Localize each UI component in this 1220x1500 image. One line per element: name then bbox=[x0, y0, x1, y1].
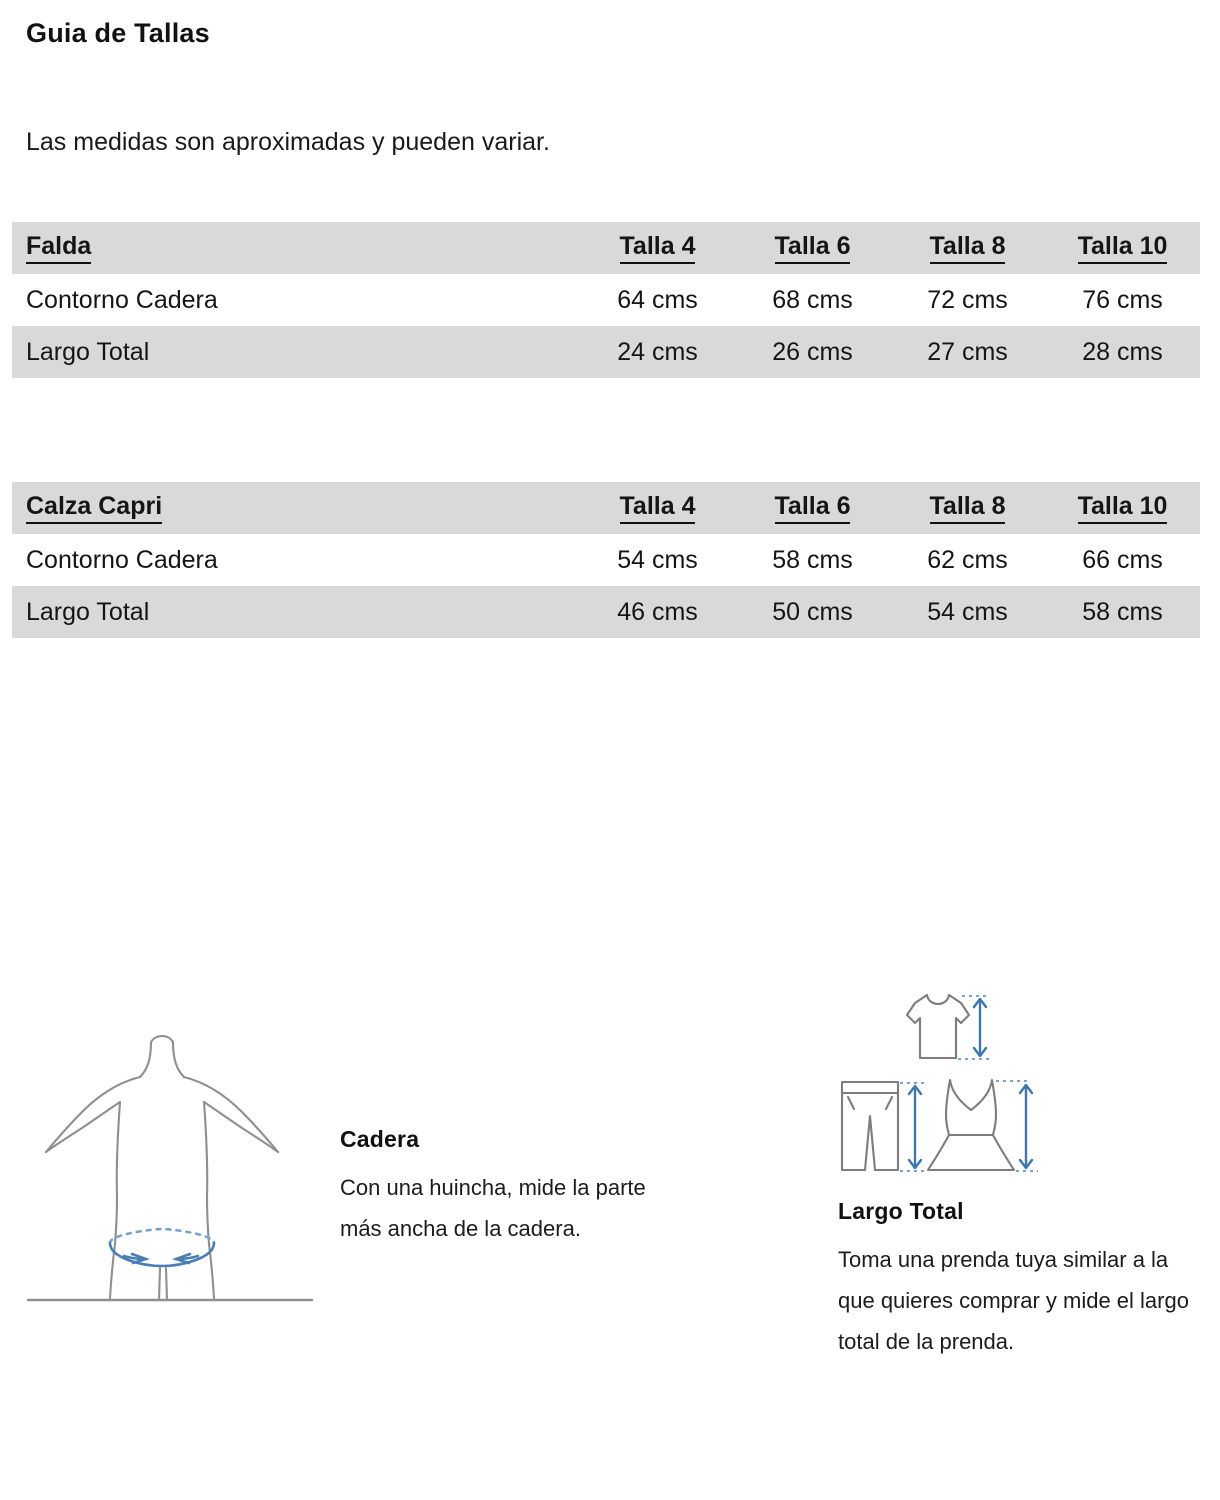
cell-value: 58 cms bbox=[772, 545, 853, 574]
column-header-talla-4 bbox=[580, 222, 735, 274]
table-group-name-text: Falda bbox=[26, 232, 91, 264]
column-header-talla-10 bbox=[1045, 482, 1200, 534]
cell-value: 24 cms bbox=[617, 337, 698, 366]
table-row bbox=[12, 274, 1200, 326]
column-header-talla-10 bbox=[1045, 222, 1200, 274]
table-group-name bbox=[12, 222, 580, 274]
cadera-text-block bbox=[340, 1126, 670, 1249]
table-group-name bbox=[12, 482, 580, 534]
cell-value: 68 cms bbox=[772, 285, 853, 314]
cell-value: 62 cms bbox=[927, 545, 1008, 574]
column-header-talla-4 bbox=[580, 482, 735, 534]
table-row bbox=[12, 586, 1200, 638]
largo-total-description: Toma una prenda tuya similar a la que quieres comprar y mide el largo total de la prenda. bbox=[838, 1247, 1189, 1354]
page-title: Guia de Tallas bbox=[26, 18, 210, 48]
column-header-text: Talla 10 bbox=[1078, 232, 1168, 264]
torso-hip-measure-icon bbox=[20, 1030, 320, 1325]
column-header-text: Talla 4 bbox=[620, 232, 696, 264]
table-header-row bbox=[12, 482, 1200, 534]
column-header-talla-6 bbox=[735, 222, 890, 274]
illustrations-band bbox=[0, 950, 1220, 1420]
intro-text: Las medidas son aproximadas y pueden variar. bbox=[26, 128, 550, 156]
cell-value: 46 cms bbox=[617, 597, 698, 626]
column-header-talla-8 bbox=[890, 482, 1045, 534]
row-label: Contorno Cadera bbox=[26, 285, 218, 314]
pants-icon bbox=[842, 1082, 925, 1171]
largo-total-text-block bbox=[838, 1198, 1198, 1362]
largo-total-title: Largo Total bbox=[838, 1198, 964, 1224]
column-header-text: Talla 10 bbox=[1078, 492, 1168, 524]
panel-cadera bbox=[0, 950, 700, 1420]
column-header-text: Talla 8 bbox=[930, 492, 1006, 524]
cell-value: 26 cms bbox=[772, 337, 853, 366]
table-row bbox=[12, 326, 1200, 378]
tshirt-icon bbox=[907, 995, 990, 1059]
size-table-falda bbox=[12, 222, 1200, 378]
row-label: Largo Total bbox=[26, 597, 150, 626]
row-label: Largo Total bbox=[26, 337, 150, 366]
size-table-calza-capri bbox=[12, 482, 1200, 638]
column-header-talla-6 bbox=[735, 482, 890, 534]
column-header-text: Talla 4 bbox=[620, 492, 696, 524]
cell-value: 28 cms bbox=[1082, 337, 1163, 366]
cell-value: 66 cms bbox=[1082, 545, 1163, 574]
row-label: Contorno Cadera bbox=[26, 545, 218, 574]
cell-value: 54 cms bbox=[927, 597, 1008, 626]
table-group-name-text: Calza Capri bbox=[26, 492, 162, 524]
column-header-text: Talla 8 bbox=[930, 232, 1006, 264]
garment-length-icons bbox=[830, 970, 1080, 1195]
cell-value: 76 cms bbox=[1082, 285, 1163, 314]
column-header-text: Talla 6 bbox=[775, 232, 851, 264]
panel-largo-total bbox=[700, 950, 1220, 1420]
cell-value: 58 cms bbox=[1082, 597, 1163, 626]
cell-value: 64 cms bbox=[617, 285, 698, 314]
column-header-text: Talla 6 bbox=[775, 492, 851, 524]
table-header-row bbox=[12, 222, 1200, 274]
cadera-description: Con una huincha, mide la parte más ancha de la cadera. bbox=[340, 1175, 646, 1241]
cell-value: 72 cms bbox=[927, 285, 1008, 314]
column-header-talla-8 bbox=[890, 222, 1045, 274]
cell-value: 54 cms bbox=[617, 545, 698, 574]
cell-value: 50 cms bbox=[772, 597, 853, 626]
table-row bbox=[12, 534, 1200, 586]
cadera-title: Cadera bbox=[340, 1126, 420, 1152]
dress-icon bbox=[928, 1080, 1038, 1171]
cell-value: 27 cms bbox=[927, 337, 1008, 366]
